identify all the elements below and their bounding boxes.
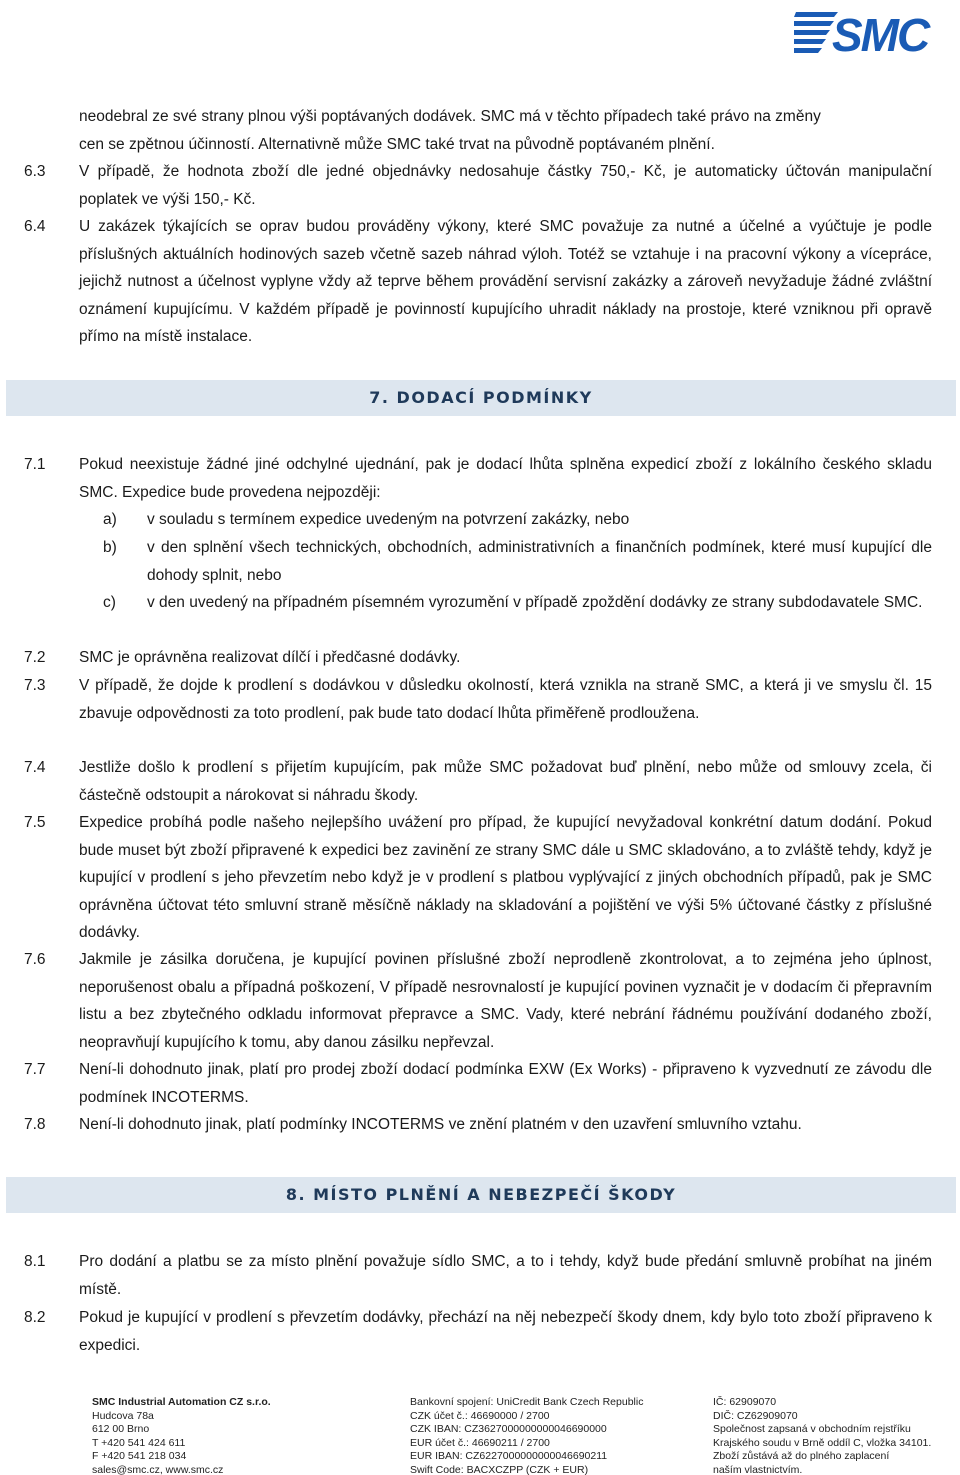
bank-swift: Swift Code: BACXCZPP (CZK + EUR) xyxy=(410,1463,589,1475)
clause-number: 8.1 xyxy=(24,1253,46,1270)
clause-text: Jakmile je zásilka doručena, je kupující povinen příslušné zboží neprodleně zkontrolovat, a to zejména jeho úplnost, neporušenost obalu a případná poškození, V případě nesrovnalostí je kupující povinen vyznačit je v dodacím či přepravním listu a bez zbytečného odkladu informovat přepravce a SMC. Vady, které nebrání řádnému používání dodaného zboží, neopravňují kupujícího k tomu, aby danou zásilku nepřevzal. xyxy=(79,951,932,1051)
intro-text xyxy=(79,103,932,158)
clause-7-5 xyxy=(24,809,932,947)
subclause-label: c) xyxy=(103,594,116,611)
clause-text: SMC je oprávněna realizovat dílčí i předčasné dodávky. xyxy=(79,649,461,666)
clause-number: 7.1 xyxy=(24,456,46,473)
clause-text: Pokud neexistuje žádné jiné odchylné ujednání, pak je dodací lhůta splněna expedicí zboží z lokálního českého skladu SMC. Expedice bude provedena nejpozději: xyxy=(79,456,932,501)
intro-line-2: cen se zpětnou účinností. Alternativně může SMC také trvat na původně poptávaném plnění. xyxy=(79,135,715,153)
clause-number: 7.7 xyxy=(24,1061,46,1078)
footer-bank xyxy=(410,1396,643,1475)
subclause-c xyxy=(103,589,932,617)
subclause-a xyxy=(103,506,932,534)
clause-7-7 xyxy=(24,1056,932,1111)
clause-6-3 xyxy=(24,158,932,213)
clause-number: 7.3 xyxy=(24,677,46,694)
clause-8-1 xyxy=(24,1248,932,1303)
clause-6-4 xyxy=(24,213,932,351)
registry-line-1: Společnost zapsaná v obchodním rejstříku xyxy=(713,1423,911,1435)
subclause-b xyxy=(103,534,932,589)
registry-line-3: Zboží zůstává až do plného zaplacení xyxy=(713,1450,890,1462)
clause-text: Pro dodání a platbu se za místo plnění považuje sídlo SMC, a to i tehdy, když bude předání smluvně probíhat na jiném místě. xyxy=(79,1253,932,1298)
subclause-text: v den uvedený na případném písemném vyrozumění v případě zpoždění dodávky ze strany subdodavatele SMC. xyxy=(147,594,923,611)
section-8-title: 8. MÍSTO PLNĚNÍ A NEBEZPEČÍ ŠKODY xyxy=(285,1185,677,1204)
company-email-web[interactable]: sales@smc.cz, www.smc.cz xyxy=(92,1463,224,1475)
bank-name: Bankovní spojení: UniCredit Bank Czech Republic xyxy=(410,1396,644,1408)
clause-number: 7.8 xyxy=(24,1116,46,1133)
bank-eur-account: EUR účet č.: 46690211 / 2700 xyxy=(410,1436,550,1449)
company-street: Hudcova 78a xyxy=(92,1409,154,1422)
clause-text: V případě, že dojde k prodlení s dodávkou v důsledku okolností, která vznikla na straně SMC, a která ji ve smyslu čl. 15 zbavuje odpovědnosti za toto prodlení, pak bude tato dodací lhůta přiměřeně prodloužena. xyxy=(79,677,932,722)
clause-text: V případě, že hodnota zboží dle jedné objednávky nedosahuje částky 750,- Kč, je automaticky účtován manipulační poplatek ve výši 150,- Kč. xyxy=(79,163,932,208)
clause-7-4 xyxy=(24,754,932,809)
clause-text: Expedice probíhá podle našeho nejlepšího uvážení pro případ, že kupující nevyžadoval konkrétní datum dodání. Pokud bude muset být zboží připravené k expedici bez zavinění ze strany SMC dále u SMC skladováno, a to zvláště tehdy, když je kupující v prodlení s jeho převzetím nebo když je v prodlení s platbou vyplývající z jiných obchodních případů, pak je SMC oprávněna účtovat této smluvní straně měsíčně náklady na skladování a pojištění ve výši 5% účtované částky z příslušné dodávky. xyxy=(79,814,932,941)
bank-czk-iban: CZK IBAN: CZ3627000000000046690000 xyxy=(410,1423,607,1435)
subclause-label: a) xyxy=(103,511,117,528)
clause-number: 6.3 xyxy=(24,163,46,180)
subclause-label: b) xyxy=(103,539,117,556)
registry-line-2: Krajského soudu v Brně oddíl C, vložka 34101. xyxy=(713,1436,932,1449)
clause-number: 7.6 xyxy=(24,951,46,968)
subclause-text: v souladu s termínem expedice uvedeným na potvrzení zakázky, nebo xyxy=(147,511,630,528)
clause-text: U zakázek týkajících se oprav budou prováděny výkony, které SMC považuje za nutné a účelné a vyúčtuje je podle příslušných aktuálních hodinových sazeb včetně sazeb náhrad výloh. Totéž se vztahuje i na pracovní výkony a vícepráce, jejichž nutnost a účelnost vyplyne vždy až teprve během provádění servisní zakázky a zároveň nevyžaduje žádné zvláštní oznámení kupujícímu. V každém případě je povinností kupujícího uhradit náklady na prostoje, které vzniknou při opravě přímo na místě instalace. xyxy=(79,218,932,345)
bank-czk-account: CZK účet č.: 46690000 / 2700 xyxy=(410,1409,550,1422)
clause-text: Není-li dohodnuto jinak, platí pro prodej zboží dodací podmínka EXW (Ex Works) - připraveno k vyzvednutí ze závodu dle podmínek INCOTERMS. xyxy=(79,1061,932,1106)
clause-number: 7.5 xyxy=(24,814,46,831)
clause-7-3 xyxy=(24,672,932,727)
registry-dic: DIČ: CZ62909070 xyxy=(713,1409,798,1422)
footer-registry xyxy=(713,1396,931,1475)
company-city: 612 00 Brno xyxy=(92,1423,150,1435)
company-fax: F +420 541 218 034 xyxy=(92,1450,187,1462)
company-name: SMC Industrial Automation CZ s.r.o. xyxy=(92,1396,271,1408)
clause-7-1 xyxy=(24,451,932,506)
bank-eur-iban: EUR IBAN: CZ6227000000000046690211 xyxy=(410,1450,608,1462)
clause-7-6 xyxy=(24,946,932,1056)
clause-number: 7.4 xyxy=(24,759,46,776)
footer-company xyxy=(92,1396,271,1475)
clause-7-8 xyxy=(24,1111,932,1139)
section-7-heading xyxy=(6,380,956,416)
clause-text: Jestliže došlo k prodlení s přijetím kupujícím, pak může SMC požadovat buď plnění, nebo může od smlouvy zcela, či částečně odstoupit a nárokovat si náhradu škody. xyxy=(79,759,932,804)
clause-text: Pokud je kupující v prodlení s převzetím dodávky, přechází na něj nebezpečí škody dnem, kdy bylo toto zboží připraveno k expedici. xyxy=(79,1309,932,1354)
clause-number: 8.2 xyxy=(24,1309,46,1326)
clause-number: 7.2 xyxy=(24,649,46,666)
clause-text: Není-li dohodnuto jinak, platí podmínky INCOTERMS ve znění platném v den uzavření smluvního vztahu. xyxy=(79,1116,802,1133)
section-8-heading xyxy=(6,1177,956,1213)
clause-8-2 xyxy=(24,1304,932,1359)
registry-line-4: naším vlastnictvím. xyxy=(713,1463,803,1475)
subclause-text: v den splnění všech technických, obchodních, administrativních a finančních podmínek, které musí kupující dle dohody splnit, nebo xyxy=(147,539,932,584)
intro-line-1: neodebral ze své strany plnou výši poptávaných dodávek. SMC má v těchto případech také právo na změny xyxy=(79,108,821,125)
section-7-title: 7. DODACÍ PODMÍNKY xyxy=(369,388,593,407)
clause-number: 6.4 xyxy=(24,218,46,235)
clause-7-2 xyxy=(24,644,932,672)
logo-text: SMC xyxy=(832,9,929,58)
company-phone: T +420 541 424 611 xyxy=(92,1436,186,1449)
smc-logo xyxy=(794,6,954,58)
registry-ico: IČ: 62909070 xyxy=(713,1396,777,1408)
